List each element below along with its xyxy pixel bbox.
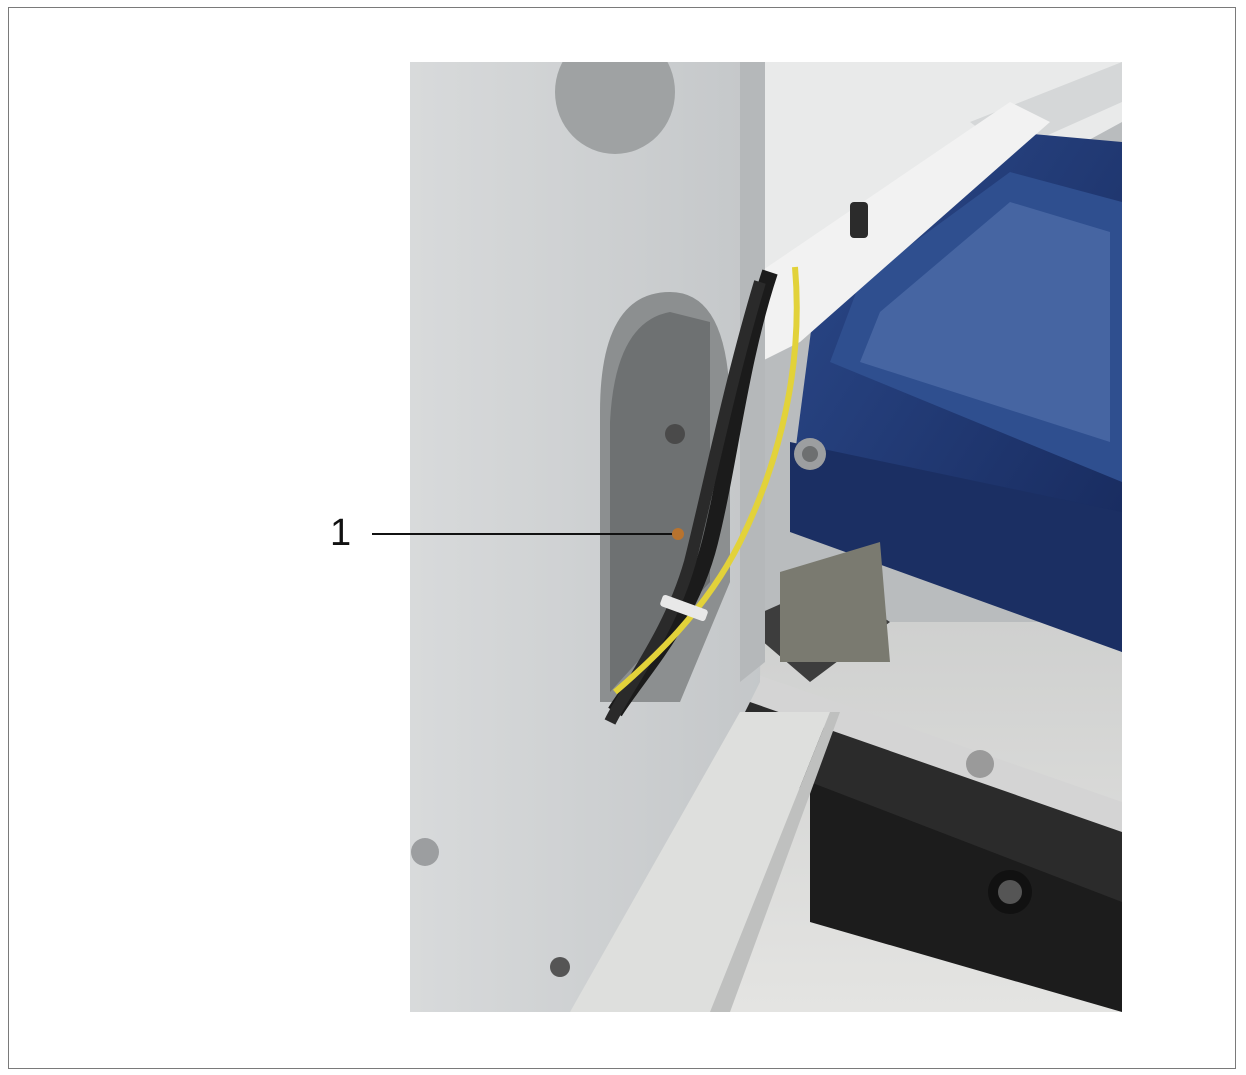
callout-number: 1 <box>330 512 352 554</box>
machine-photo <box>410 62 1122 1012</box>
machine-photo-illustration <box>410 62 1122 1012</box>
callout-target-marker <box>672 528 684 540</box>
callout-leader-line <box>372 533 678 535</box>
